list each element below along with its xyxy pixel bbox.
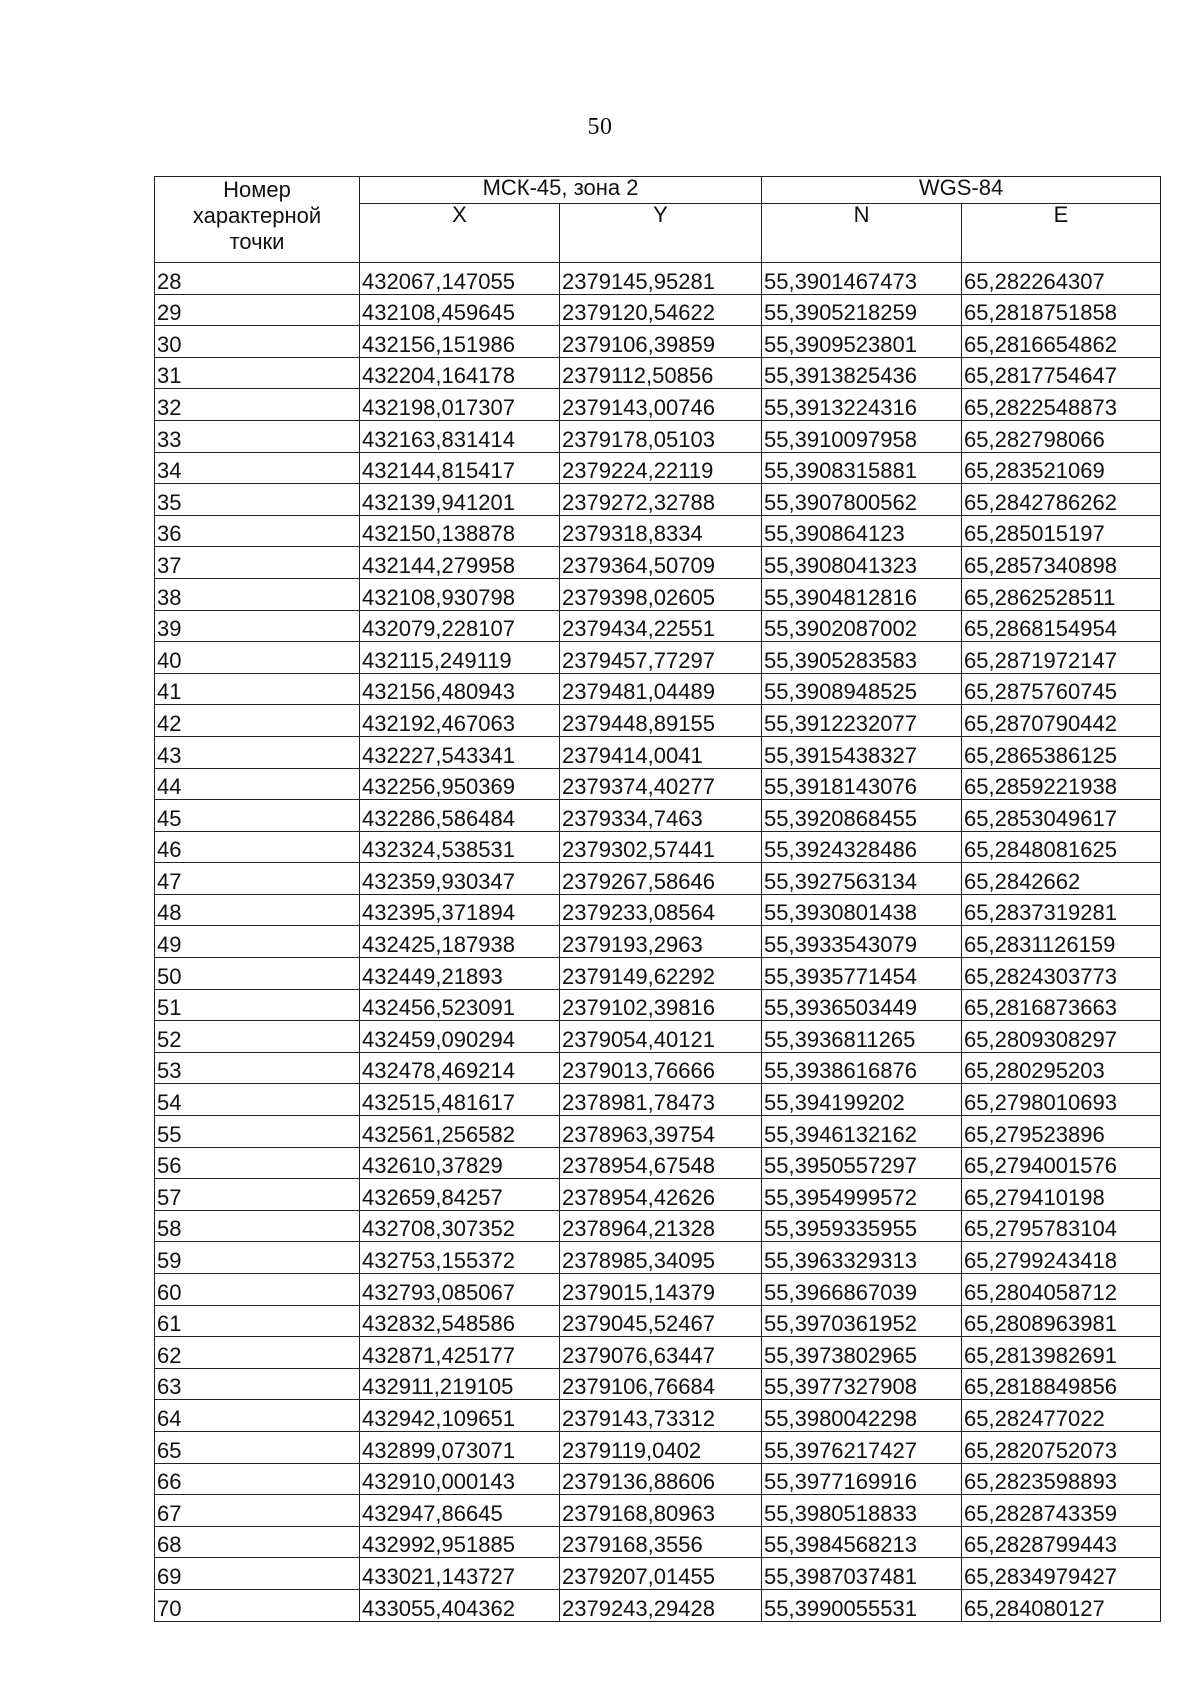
cell-e: 65,2857340898 <box>962 547 1161 579</box>
cell-y: 2379145,95281 <box>560 263 762 295</box>
table-row <box>155 705 1161 737</box>
cell-point-number: 43 <box>155 736 360 768</box>
cell-e: 65,2818849856 <box>962 1368 1161 1400</box>
cell-e: 65,2875760745 <box>962 673 1161 705</box>
cell-x: 432192,467063 <box>360 705 560 737</box>
table-header <box>155 177 1161 263</box>
cell-x: 432610,37829 <box>360 1147 560 1179</box>
cell-n: 55,3938616876 <box>762 1052 962 1084</box>
cell-n: 55,3908041323 <box>762 547 962 579</box>
cell-n: 55,3976217427 <box>762 1431 962 1463</box>
table-row <box>155 1210 1161 1242</box>
cell-y: 2379136,88606 <box>560 1463 762 1495</box>
table-row <box>155 1084 1161 1116</box>
cell-e: 65,2842786262 <box>962 484 1161 516</box>
cell-y: 2379267,58646 <box>560 863 762 895</box>
cell-x: 432144,815417 <box>360 452 560 484</box>
table-row <box>155 1589 1161 1621</box>
table-row <box>155 484 1161 516</box>
cell-n: 55,3905218259 <box>762 294 962 326</box>
cell-x: 432198,017307 <box>360 389 560 421</box>
cell-e: 65,2868154954 <box>962 610 1161 642</box>
cell-point-number: 49 <box>155 926 360 958</box>
cell-e: 65,2816654862 <box>962 326 1161 358</box>
table-row <box>155 800 1161 832</box>
cell-n: 55,3905283583 <box>762 642 962 674</box>
cell-x: 432992,951885 <box>360 1526 560 1558</box>
header-point-line: точки <box>229 229 285 254</box>
cell-e: 65,2795783104 <box>962 1210 1161 1242</box>
cell-y: 2379168,3556 <box>560 1526 762 1558</box>
cell-point-number: 52 <box>155 1021 360 1053</box>
table-row <box>155 1147 1161 1179</box>
cell-e: 65,2862528511 <box>962 578 1161 610</box>
cell-point-number: 53 <box>155 1052 360 1084</box>
table-row <box>155 831 1161 863</box>
cell-x: 433055,404362 <box>360 1589 560 1621</box>
cell-n: 55,3904812816 <box>762 578 962 610</box>
cell-point-number: 50 <box>155 958 360 990</box>
header-point-number <box>155 177 360 263</box>
cell-point-number: 63 <box>155 1368 360 1400</box>
cell-point-number: 36 <box>155 515 360 547</box>
cell-x: 432156,151986 <box>360 326 560 358</box>
cell-y: 2379448,89155 <box>560 705 762 737</box>
table-row <box>155 1305 1161 1337</box>
cell-point-number: 35 <box>155 484 360 516</box>
cell-x: 432425,187938 <box>360 926 560 958</box>
cell-n: 55,3936503449 <box>762 989 962 1021</box>
cell-y: 2378981,78473 <box>560 1084 762 1116</box>
cell-n: 55,3970361952 <box>762 1305 962 1337</box>
cell-e: 65,2817754647 <box>962 357 1161 389</box>
cell-y: 2379434,22551 <box>560 610 762 642</box>
cell-e: 65,2798010693 <box>962 1084 1161 1116</box>
cell-e: 65,2853049617 <box>962 800 1161 832</box>
cell-x: 432793,085067 <box>360 1274 560 1306</box>
cell-n: 55,3920868455 <box>762 800 962 832</box>
cell-y: 2379168,80963 <box>560 1495 762 1527</box>
cell-x: 432515,481617 <box>360 1084 560 1116</box>
cell-x: 432395,371894 <box>360 894 560 926</box>
table-row <box>155 1116 1161 1148</box>
cell-n: 55,3973802965 <box>762 1337 962 1369</box>
header-col-e: E <box>962 204 1161 263</box>
cell-y: 2379193,2963 <box>560 926 762 958</box>
table-row <box>155 1495 1161 1527</box>
cell-n: 55,3946132162 <box>762 1116 962 1148</box>
cell-x: 433021,143727 <box>360 1558 560 1590</box>
cell-e: 65,2820752073 <box>962 1431 1161 1463</box>
cell-point-number: 29 <box>155 294 360 326</box>
table-row <box>155 1463 1161 1495</box>
cell-point-number: 41 <box>155 673 360 705</box>
cell-y: 2379045,52467 <box>560 1305 762 1337</box>
cell-x: 432753,155372 <box>360 1242 560 1274</box>
cell-e: 65,280295203 <box>962 1052 1161 1084</box>
cell-e: 65,2837319281 <box>962 894 1161 926</box>
cell-x: 432079,228107 <box>360 610 560 642</box>
table-row <box>155 547 1161 579</box>
table-row <box>155 1052 1161 1084</box>
cell-e: 65,282798066 <box>962 420 1161 452</box>
cell-x: 432359,930347 <box>360 863 560 895</box>
cell-y: 2379119,0402 <box>560 1431 762 1463</box>
cell-n: 55,3901467473 <box>762 263 962 295</box>
cell-e: 65,283521069 <box>962 452 1161 484</box>
cell-point-number: 60 <box>155 1274 360 1306</box>
cell-n: 55,3913224316 <box>762 389 962 421</box>
cell-e: 65,2831126159 <box>962 926 1161 958</box>
cell-point-number: 30 <box>155 326 360 358</box>
cell-x: 432067,147055 <box>360 263 560 295</box>
cell-y: 2379364,50709 <box>560 547 762 579</box>
cell-point-number: 47 <box>155 863 360 895</box>
cell-n: 55,3933543079 <box>762 926 962 958</box>
cell-e: 65,2808963981 <box>962 1305 1161 1337</box>
cell-x: 432871,425177 <box>360 1337 560 1369</box>
cell-e: 65,2809308297 <box>962 1021 1161 1053</box>
cell-y: 2379481,04489 <box>560 673 762 705</box>
cell-point-number: 28 <box>155 263 360 295</box>
cell-y: 2379112,50856 <box>560 357 762 389</box>
cell-x: 432163,831414 <box>360 420 560 452</box>
header-point-line: Номер <box>223 177 291 202</box>
cell-x: 432910,000143 <box>360 1463 560 1495</box>
cell-x: 432115,249119 <box>360 642 560 674</box>
table-row <box>155 1558 1161 1590</box>
cell-point-number: 45 <box>155 800 360 832</box>
cell-n: 55,3984568213 <box>762 1526 962 1558</box>
cell-point-number: 56 <box>155 1147 360 1179</box>
cell-point-number: 40 <box>155 642 360 674</box>
table-row <box>155 294 1161 326</box>
header-col-y: Y <box>560 204 762 263</box>
cell-e: 65,2824303773 <box>962 958 1161 990</box>
cell-n: 55,3915438327 <box>762 736 962 768</box>
cell-x: 432832,548586 <box>360 1305 560 1337</box>
cell-point-number: 48 <box>155 894 360 926</box>
table-row <box>155 326 1161 358</box>
cell-e: 65,279410198 <box>962 1179 1161 1211</box>
cell-x: 432449,21893 <box>360 958 560 990</box>
cell-n: 55,3912232077 <box>762 705 962 737</box>
cell-e: 65,2816873663 <box>962 989 1161 1021</box>
cell-e: 65,2818751858 <box>962 294 1161 326</box>
cell-point-number: 66 <box>155 1463 360 1495</box>
cell-e: 65,2822548873 <box>962 389 1161 421</box>
table-row <box>155 420 1161 452</box>
cell-e: 65,282477022 <box>962 1400 1161 1432</box>
cell-y: 2379414,0041 <box>560 736 762 768</box>
cell-x: 432456,523091 <box>360 989 560 1021</box>
table-row <box>155 610 1161 642</box>
table-row <box>155 263 1161 295</box>
cell-point-number: 33 <box>155 420 360 452</box>
cell-e: 65,2794001576 <box>962 1147 1161 1179</box>
cell-y: 2379106,76684 <box>560 1368 762 1400</box>
header-point-line: характерной <box>192 203 322 228</box>
table-row <box>155 1242 1161 1274</box>
cell-y: 2379457,77297 <box>560 642 762 674</box>
cell-y: 2379149,62292 <box>560 958 762 990</box>
table-row <box>155 989 1161 1021</box>
cell-n: 55,3977327908 <box>762 1368 962 1400</box>
header-col-x: X <box>360 204 560 263</box>
cell-point-number: 55 <box>155 1116 360 1148</box>
cell-x: 432108,930798 <box>360 578 560 610</box>
cell-n: 55,3927563134 <box>762 863 962 895</box>
cell-e: 65,279523896 <box>962 1116 1161 1148</box>
cell-e: 65,2870790442 <box>962 705 1161 737</box>
cell-point-number: 58 <box>155 1210 360 1242</box>
cell-n: 55,3902087002 <box>762 610 962 642</box>
cell-y: 2379224,22119 <box>560 452 762 484</box>
cell-x: 432144,279958 <box>360 547 560 579</box>
cell-point-number: 38 <box>155 578 360 610</box>
table-row <box>155 1337 1161 1369</box>
table-row <box>155 894 1161 926</box>
cell-n: 55,3980042298 <box>762 1400 962 1432</box>
header-row-groups <box>155 177 1161 204</box>
cell-e: 65,2834979427 <box>962 1558 1161 1590</box>
cell-n: 55,3936811265 <box>762 1021 962 1053</box>
cell-n: 55,3959335955 <box>762 1210 962 1242</box>
cell-x: 432227,543341 <box>360 736 560 768</box>
cell-x: 432256,950369 <box>360 768 560 800</box>
cell-x: 432150,138878 <box>360 515 560 547</box>
table-row <box>155 578 1161 610</box>
cell-e: 65,284080127 <box>962 1589 1161 1621</box>
cell-y: 2378954,67548 <box>560 1147 762 1179</box>
cell-n: 55,3908315881 <box>762 452 962 484</box>
cell-e: 65,2813982691 <box>962 1337 1161 1369</box>
cell-e: 65,2848081625 <box>962 831 1161 863</box>
cell-n: 55,3910097958 <box>762 420 962 452</box>
cell-point-number: 39 <box>155 610 360 642</box>
cell-y: 2379334,7463 <box>560 800 762 832</box>
coordinates-table <box>154 176 1161 1622</box>
cell-point-number: 34 <box>155 452 360 484</box>
cell-y: 2378963,39754 <box>560 1116 762 1148</box>
table-row <box>155 1368 1161 1400</box>
cell-y: 2378964,21328 <box>560 1210 762 1242</box>
cell-x: 432659,84257 <box>360 1179 560 1211</box>
table-row <box>155 1431 1161 1463</box>
table-row <box>155 452 1161 484</box>
cell-point-number: 54 <box>155 1084 360 1116</box>
cell-x: 432561,256582 <box>360 1116 560 1148</box>
cell-y: 2379076,63447 <box>560 1337 762 1369</box>
cell-point-number: 44 <box>155 768 360 800</box>
cell-point-number: 65 <box>155 1431 360 1463</box>
cell-x: 432708,307352 <box>360 1210 560 1242</box>
cell-e: 65,2828743359 <box>962 1495 1161 1527</box>
table-row <box>155 673 1161 705</box>
cell-x: 432156,480943 <box>360 673 560 705</box>
table-row <box>155 1179 1161 1211</box>
cell-point-number: 69 <box>155 1558 360 1590</box>
cell-e: 65,2871972147 <box>962 642 1161 674</box>
table-row <box>155 389 1161 421</box>
cell-y: 2379106,39859 <box>560 326 762 358</box>
cell-n: 55,3950557297 <box>762 1147 962 1179</box>
cell-e: 65,2799243418 <box>962 1242 1161 1274</box>
cell-point-number: 57 <box>155 1179 360 1211</box>
cell-e: 65,2859221938 <box>962 768 1161 800</box>
cell-point-number: 46 <box>155 831 360 863</box>
cell-n: 55,3930801438 <box>762 894 962 926</box>
cell-y: 2379120,54622 <box>560 294 762 326</box>
cell-e: 65,2865386125 <box>962 736 1161 768</box>
table-row <box>155 1274 1161 1306</box>
cell-n: 55,3966867039 <box>762 1274 962 1306</box>
header-col-n: N <box>762 204 962 263</box>
cell-x: 432478,469214 <box>360 1052 560 1084</box>
cell-y: 2379143,73312 <box>560 1400 762 1432</box>
cell-x: 432286,586484 <box>360 800 560 832</box>
cell-y: 2378985,34095 <box>560 1242 762 1274</box>
cell-y: 2379054,40121 <box>560 1021 762 1053</box>
cell-y: 2379233,08564 <box>560 894 762 926</box>
cell-x: 432324,538531 <box>360 831 560 863</box>
cell-y: 2379178,05103 <box>560 420 762 452</box>
cell-point-number: 61 <box>155 1305 360 1337</box>
cell-n: 55,3907800562 <box>762 484 962 516</box>
cell-n: 55,3908948525 <box>762 673 962 705</box>
cell-y: 2379013,76666 <box>560 1052 762 1084</box>
cell-y: 2379374,40277 <box>560 768 762 800</box>
cell-point-number: 31 <box>155 357 360 389</box>
cell-n: 55,3990055531 <box>762 1589 962 1621</box>
cell-x: 432108,459645 <box>360 294 560 326</box>
table-row <box>155 515 1161 547</box>
cell-point-number: 67 <box>155 1495 360 1527</box>
page-number: 50 <box>587 114 613 140</box>
cell-x: 432911,219105 <box>360 1368 560 1400</box>
cell-y: 2378954,42626 <box>560 1179 762 1211</box>
cell-n: 55,3980518833 <box>762 1495 962 1527</box>
table-row <box>155 863 1161 895</box>
table-row <box>155 1400 1161 1432</box>
cell-e: 65,285015197 <box>962 515 1161 547</box>
cell-point-number: 62 <box>155 1337 360 1369</box>
cell-y: 2379302,57441 <box>560 831 762 863</box>
cell-x: 432204,164178 <box>360 357 560 389</box>
cell-n: 55,3935771454 <box>762 958 962 990</box>
cell-point-number: 32 <box>155 389 360 421</box>
table-row <box>155 958 1161 990</box>
header-group-msk: МСК-45, зона 2 <box>360 177 762 204</box>
cell-point-number: 70 <box>155 1589 360 1621</box>
cell-x: 432459,090294 <box>360 1021 560 1053</box>
header-group-wgs: WGS-84 <box>762 177 1161 204</box>
table-row <box>155 1526 1161 1558</box>
cell-n: 55,3987037481 <box>762 1558 962 1590</box>
table-row <box>155 926 1161 958</box>
cell-e: 65,2823598893 <box>962 1463 1161 1495</box>
table-body <box>155 263 1161 1622</box>
cell-n: 55,3977169916 <box>762 1463 962 1495</box>
cell-y: 2379207,01455 <box>560 1558 762 1590</box>
table-row <box>155 1021 1161 1053</box>
cell-y: 2379243,29428 <box>560 1589 762 1621</box>
cell-x: 432942,109651 <box>360 1400 560 1432</box>
cell-x: 432947,86645 <box>360 1495 560 1527</box>
cell-x: 432139,941201 <box>360 484 560 516</box>
cell-point-number: 42 <box>155 705 360 737</box>
cell-point-number: 64 <box>155 1400 360 1432</box>
table-row <box>155 642 1161 674</box>
cell-point-number: 68 <box>155 1526 360 1558</box>
cell-e: 65,2828799443 <box>962 1526 1161 1558</box>
cell-n: 55,394199202 <box>762 1084 962 1116</box>
cell-n: 55,3963329313 <box>762 1242 962 1274</box>
cell-point-number: 37 <box>155 547 360 579</box>
cell-n: 55,3918143076 <box>762 768 962 800</box>
cell-x: 432899,073071 <box>360 1431 560 1463</box>
table-row <box>155 768 1161 800</box>
table-row <box>155 357 1161 389</box>
cell-n: 55,3924328486 <box>762 831 962 863</box>
cell-n: 55,3913825436 <box>762 357 962 389</box>
cell-y: 2379318,8334 <box>560 515 762 547</box>
cell-e: 65,2804058712 <box>962 1274 1161 1306</box>
cell-point-number: 59 <box>155 1242 360 1274</box>
cell-n: 55,3909523801 <box>762 326 962 358</box>
cell-y: 2379015,14379 <box>560 1274 762 1306</box>
cell-n: 55,3954999572 <box>762 1179 962 1211</box>
cell-e: 65,282264307 <box>962 263 1161 295</box>
cell-y: 2379272,32788 <box>560 484 762 516</box>
table-row <box>155 736 1161 768</box>
cell-y: 2379398,02605 <box>560 578 762 610</box>
cell-e: 65,2842662 <box>962 863 1161 895</box>
cell-n: 55,390864123 <box>762 515 962 547</box>
cell-y: 2379143,00746 <box>560 389 762 421</box>
cell-y: 2379102,39816 <box>560 989 762 1021</box>
cell-point-number: 51 <box>155 989 360 1021</box>
